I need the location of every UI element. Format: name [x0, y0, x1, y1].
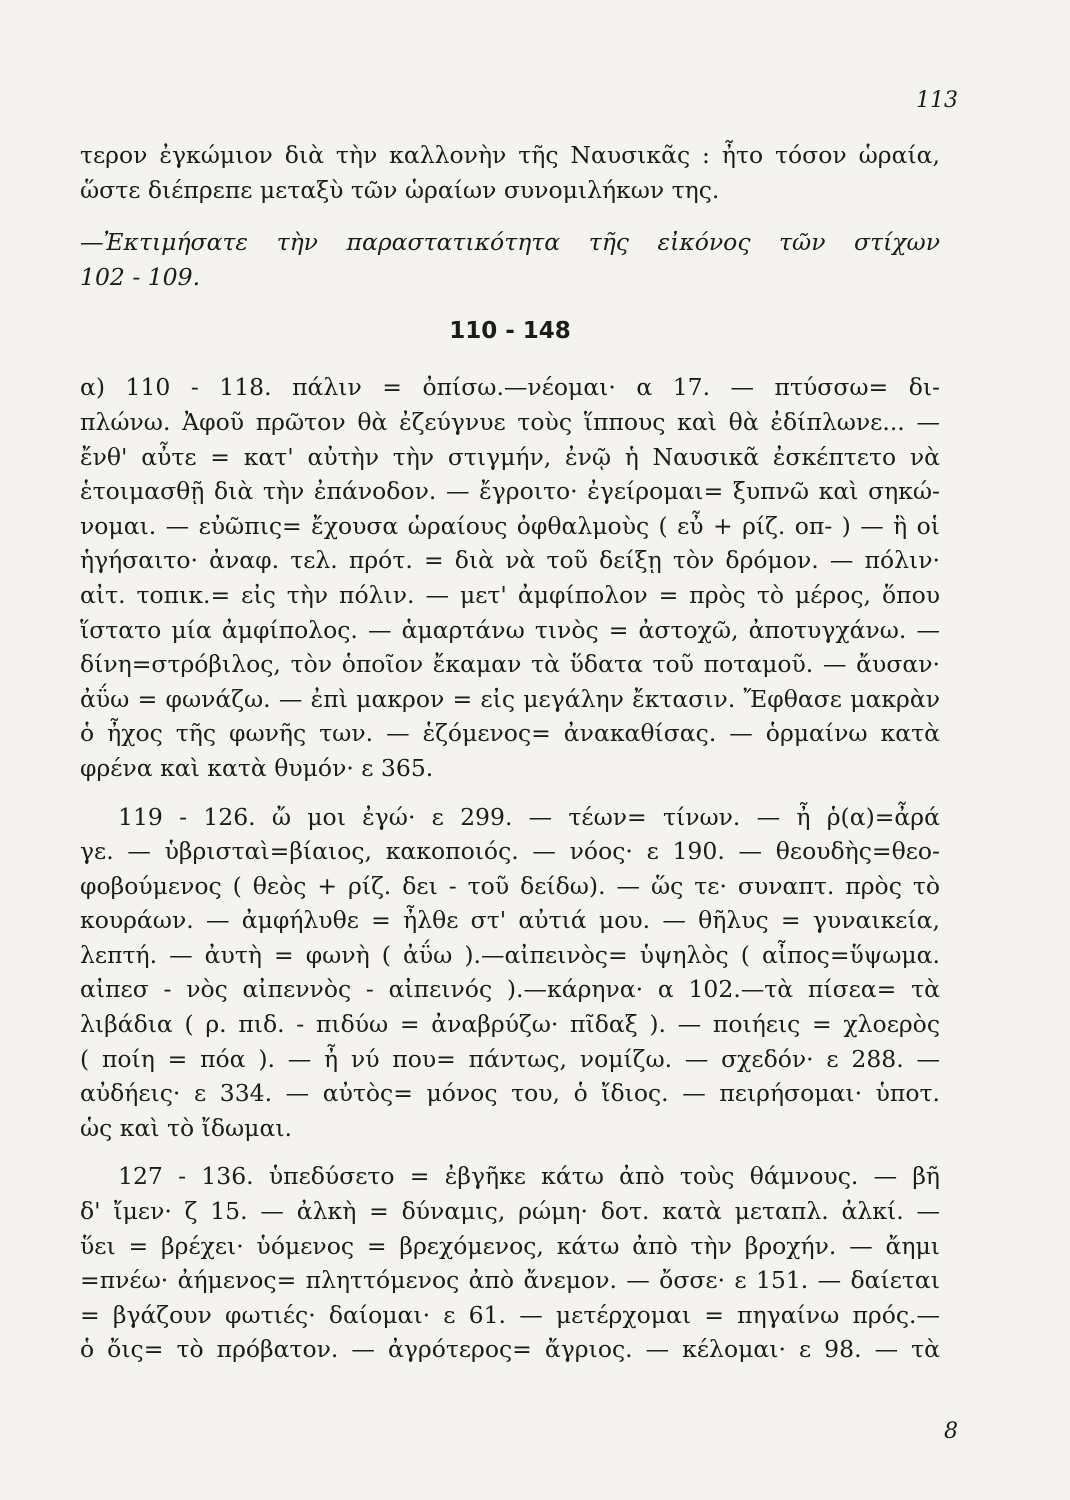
text-line: = βγάζουν φωτιές· δαίομαι· ε 61. — μετέρχομαι = πηγαίνω πρός.—: [80, 1300, 940, 1329]
text-line: λεπτή. — ἀυτὴ = φωνὴ ( ἀΰω ).—αἰπεινὸς= ὑψηλὸς ( αἶπος=ὕψωμα.: [80, 940, 940, 969]
section-heading: 110 - 148: [449, 318, 571, 345]
signature-mark: 8: [944, 1419, 958, 1444]
text-line: λιβάδια ( ρ. πιδ. - πιδύω = ἀναβρύζω· πῖδαξ ). — ποιήεις = χλοερὸς: [80, 1010, 940, 1039]
text-line: 102 - 109.: [80, 262, 201, 291]
text-line: φοβούμενος ( θεὸς + ρίζ. δει - τοῦ δείδω). — ὥς τε· συναπτ. πρὸς τὸ: [80, 871, 940, 900]
text-line: 119 - 126. ὤ μοι ἐγώ· ε 299. — τέων= τίνων. — ἦ ῥ(α)=ἆρά: [118, 802, 940, 831]
text-line: αἰπεσ - νὸς αἰπεννὸς - αἰπεινός ).—κάρηνα· α 102.—τὰ πίσεα= τὰ: [80, 975, 940, 1004]
text-line: ἡγήσαιτο· ἀναφ. τελ. πρότ. = διὰ νὰ τοῦ δείξῃ τὸν δρόμον. — πόλιν·: [80, 546, 940, 575]
exercise-question: [80, 225, 940, 294]
page-number: 113: [916, 88, 958, 113]
text-line: δ' ἴμεν· ζ 15. — ἀλκὴ = δύναμις, ρώμη· δοτ. κατὰ μεταπλ. ἀλκί. —: [80, 1197, 940, 1226]
text-line: ὥστε διέπρεπε μεταξὺ τῶν ὡραίων συνομιλήκων της.: [80, 175, 720, 204]
text-line: φρένα καὶ κατὰ θυμόν· ε 365.: [80, 753, 434, 782]
text-line: 127 - 136. ὑπεδύσετο = ἐβγῆκε κάτω ἀπὸ τοὺς θάμνους. — βῆ: [118, 1162, 940, 1191]
text-line: ὁ ὄις= τὸ πρόβατον. — ἀγρότερος= ἄγριος. — κέλομαι· ε 98. — τὰ: [80, 1335, 940, 1364]
text-line: ( ποίη = πόα ). — ἦ νύ που= πάντως, νομίζω. — σχεδόν· ε 288. —: [80, 1044, 940, 1073]
text-line: ἑτοιμασθῇ διὰ τὴν ἐπάνοδον. — ἔγροιτο· ἐγείρομαι= ξυπνῶ καὶ σηκώ-: [80, 477, 940, 506]
text-line: αἰτ. τοπικ.= εἰς τὴν πόλιν. — μετ' ἀμφίπολον = πρὸς τὸ μέρος, ὅπου: [80, 580, 940, 609]
text-line: νομαι. — εὐῶπις= ἔχουσα ὡραίους ὀφθαλμοὺς ( εὖ + ρίζ. οπ- ) — ἣ οἱ: [80, 511, 940, 540]
text-line: κουράων. — ἀμφήλυθε = ἦλθε στ' αὐτιά μου. — θῆλυς = γυναικεία,: [80, 906, 940, 935]
commentary-paragraph: [80, 1159, 940, 1367]
text-line: ὕει = βρέχει· ὑόμενος = βρεχόμενος, κάτω ἀπὸ τὴν βροχήν. — ἄημι: [80, 1231, 940, 1260]
text-block: [80, 138, 940, 1367]
text-line: ὁ ἦχος τῆς φωνῆς των. — ἑζόμενος= ἀνακαθίσας. — ὁρμαίνω κατὰ: [80, 719, 940, 748]
text-line: =πνέω· ἀήμενος= πληττόμενος ἀπὸ ἄνεμον. — ὄσσε· ε 151. — δαίεται: [80, 1266, 940, 1295]
text-line: ἵστατο μία ἀμφίπολος. — ἁμαρτάνω τινὸς = ἀστοχῶ, ἀποτυγχάνω. —: [80, 615, 940, 644]
commentary-paragraph: [80, 800, 940, 1146]
text-line: ὡς καὶ τὸ ἴδωμαι.: [80, 1113, 293, 1142]
text-line: —Ἐκτιμήσατε τὴν παραστατικότητα τῆς εἰκόνος τῶν στίχων: [80, 228, 940, 257]
commentary-paragraph: [80, 370, 940, 785]
text-line: ἔνθ' αὖτε = κατ' αὐτὴν τὴν στιγμήν, ἐνῷ ἡ Ναυσικᾶ ἐσκέπτετο νὰ: [80, 442, 940, 471]
text-line: δίνη=στρόβιλος, τὸν ὁποῖον ἔκαμαν τὰ ὕδατα τοῦ ποταμοῦ. — ἄυσαν·: [80, 650, 940, 679]
text-line: γε. — ὑβρισταὶ=βίαιος, κακοποιός. — νόος· ε 190. — θεουδὴς=θεο-: [80, 837, 940, 866]
text-line: πλώνω. Ἀφοῦ πρῶτον θὰ ἐζεύγνυε τοὺς ἵππους καὶ θὰ ἐδίπλωνε... —: [80, 407, 940, 436]
text-line: α) 110 - 118. πάλιν = ὀπίσω.—νέομαι· α 17. — πτύσσω= δι-: [80, 373, 940, 402]
text-line: ἀΰω = φωνάζω. — ἐπὶ μακρον = εἰς μεγάλην ἔκτασιν. Ἔφθασε μακρὰν: [80, 684, 940, 713]
text-line: τερον ἐγκώμιον διὰ τὴν καλλονὴν τῆς Ναυσικᾶς : ἦτο τόσον ὡραία,: [80, 141, 940, 169]
intro-paragraph: [80, 138, 940, 207]
text-line: αὐδήεις· ε 334. — αὐτὸς= μόνος του, ὁ ἴδιος. — πειρήσομαι· ὑποτ.: [80, 1079, 940, 1108]
